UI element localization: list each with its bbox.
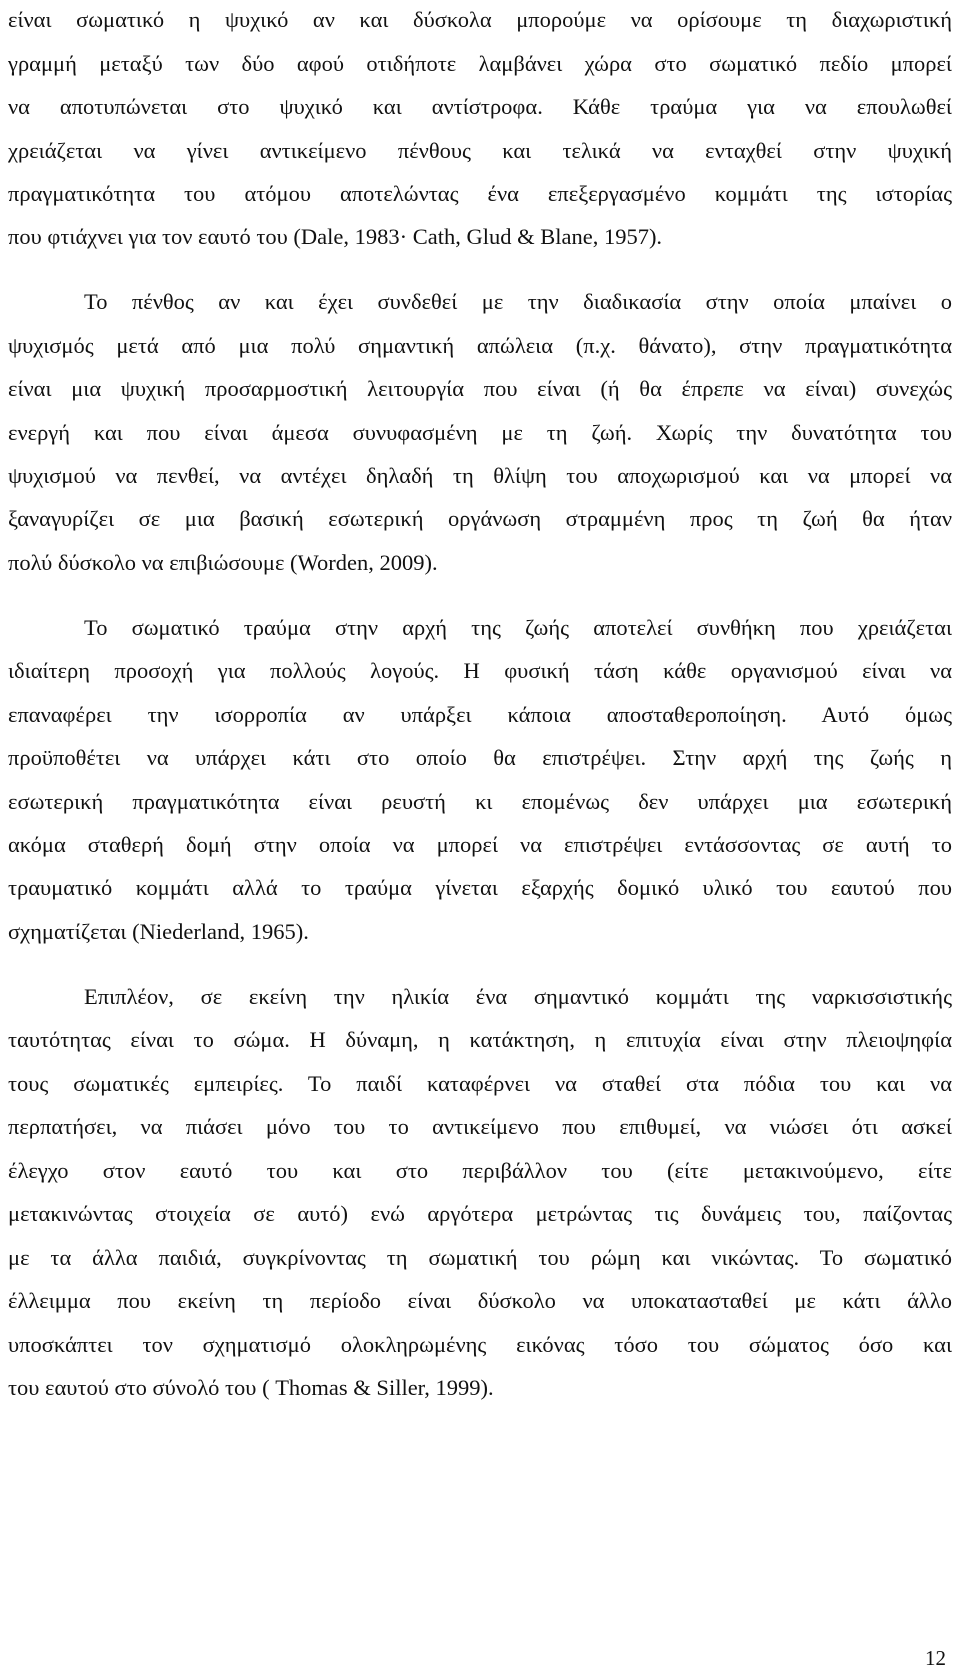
text-line: που φτιάχνει για τον εαυτό του (Dale, 1983· Cath, Glud & Blane, 1957). bbox=[8, 224, 663, 249]
text-line: ταυτότητας είναι το σώμα. Η δύναμη, η κατάκτηση, η επιτυχία είναι στην πλειοψηφία bbox=[8, 1027, 952, 1052]
text-line: ενεργή και που είναι άμεσα συνυφασμένη με τη ζωή. Χωρίς την δυνατότητα του bbox=[8, 420, 952, 445]
text-line: περπατήσει, να πιάσει μόνο του το αντικείμενο που επιθυμεί, να νιώσει ότι ασκεί bbox=[8, 1114, 952, 1139]
text-line: προϋποθέτει να υπάρχει κάτι στο οποίο θα επιστρέψει. Στην αρχή της ζωής η bbox=[8, 745, 952, 770]
text-line: εσωτερική πραγματικότητα είναι ρευστή κι επομένως δεν υπάρχει μια εσωτερική bbox=[8, 789, 952, 814]
text-line: γραμμή μεταξύ των δύο αφού οτιδήποτε λαμβάνει χώρα στο σωματικό πεδίο μπορεί bbox=[8, 51, 952, 76]
page-number: 12 bbox=[925, 1646, 946, 1670]
text-line: υποσκάπτει τον σχηματισμό ολοκληρωμένης εικόνας τόσο του σώματος όσο και bbox=[8, 1332, 952, 1357]
text-line: Το πένθος αν και έχει συνδεθεί με την διαδικασία στην οποία μπαίνει ο bbox=[84, 289, 952, 314]
text-line: μετακινώντας στοιχεία σε αυτό) ενώ αργότερα μετρώντας τις δυνάμεις του, παίζοντας bbox=[8, 1201, 952, 1226]
text-line: έλεγχο στον εαυτό του και στο περιβάλλον του (είτε μετακινούμενο, είτε bbox=[8, 1158, 952, 1183]
text-line: ακόμα σταθερή δομή στην οποία να μπορεί να επιστρέψει εντάσσοντας σε αυτή το bbox=[8, 832, 952, 857]
text-line: με τα άλλα παιδιά, συγκρίνοντας τη σωματική του ρώμη και νικώντας. Το σωματικό bbox=[8, 1245, 952, 1270]
text-line: επαναφέρει την ισορροπία αν υπάρξει κάποια αποσταθεροποίηση. Αυτό όμως bbox=[8, 702, 952, 727]
text-line: είναι σωματικό η ψυχικό αν και δύσκολα μπορούμε να ορίσουμε τη διαχωριστική bbox=[8, 7, 952, 32]
text-line: ιδιαίτερη προσοχή για πολλούς λογούς. Η φυσική τάση κάθε οργανισμού είναι να bbox=[8, 658, 952, 683]
text-line: ψυχισμού να πενθεί, να αντέχει δηλαδή τη θλίψη του αποχωρισμού και να μπορεί να bbox=[8, 463, 952, 488]
text-line: του εαυτού στο σύνολό του ( Thomas & Siller, 1999). bbox=[8, 1375, 494, 1400]
text-line: Επιπλέον, σε εκείνη την ηλικία ένα σημαντικό κομμάτι της ναρκισσιστικής bbox=[84, 984, 952, 1009]
text-line: τους σωματικές εμπειρίες. Το παιδί καταφέρνει να σταθεί στα πόδια του και να bbox=[8, 1071, 952, 1096]
text-line: ξαναγυρίζει σε μια βασική εσωτερική οργάνωση στραμμένη προς τη ζωή θα ήταν bbox=[8, 506, 952, 531]
text-line: είναι μια ψυχική προσαρμοστική λειτουργία που είναι (ή θα έπρεπε να είναι) συνεχώς bbox=[8, 376, 952, 401]
text-line: τραυματικό κομμάτι αλλά το τραύμα γίνεται εξαρχής δομικό υλικό του εαυτού που bbox=[8, 875, 952, 900]
text-line: ψυχισμός μετά από μια πολύ σημαντική απώλεια (π.χ. θάνατο), στην πραγματικότητα bbox=[8, 333, 952, 358]
text-line: να αποτυπώνεται στο ψυχικό και αντίστροφα. Κάθε τραύμα για να επουλωθεί bbox=[8, 94, 952, 119]
text-line: Το σωματικό τραύμα στην αρχή της ζωής αποτελεί συνθήκη που χρειάζεται bbox=[84, 615, 952, 640]
text-line: πραγματικότητα του ατόμου αποτελώντας ένα επεξεργασμένο κομμάτι της ιστορίας bbox=[8, 181, 952, 206]
text-line: πολύ δύσκολο να επιβιώσουμε (Worden, 2009). bbox=[8, 550, 438, 575]
text-line: σχηματίζεται (Niederland, 1965). bbox=[8, 919, 309, 944]
text-line: έλλειμμα που εκείνη τη περίοδο είναι δύσκολο να υποκατασταθεί με κάτι άλλο bbox=[8, 1288, 952, 1313]
text-line: χρειάζεται να γίνει αντικείμενο πένθους και τελικά να ενταχθεί στην ψυχική bbox=[8, 138, 952, 163]
